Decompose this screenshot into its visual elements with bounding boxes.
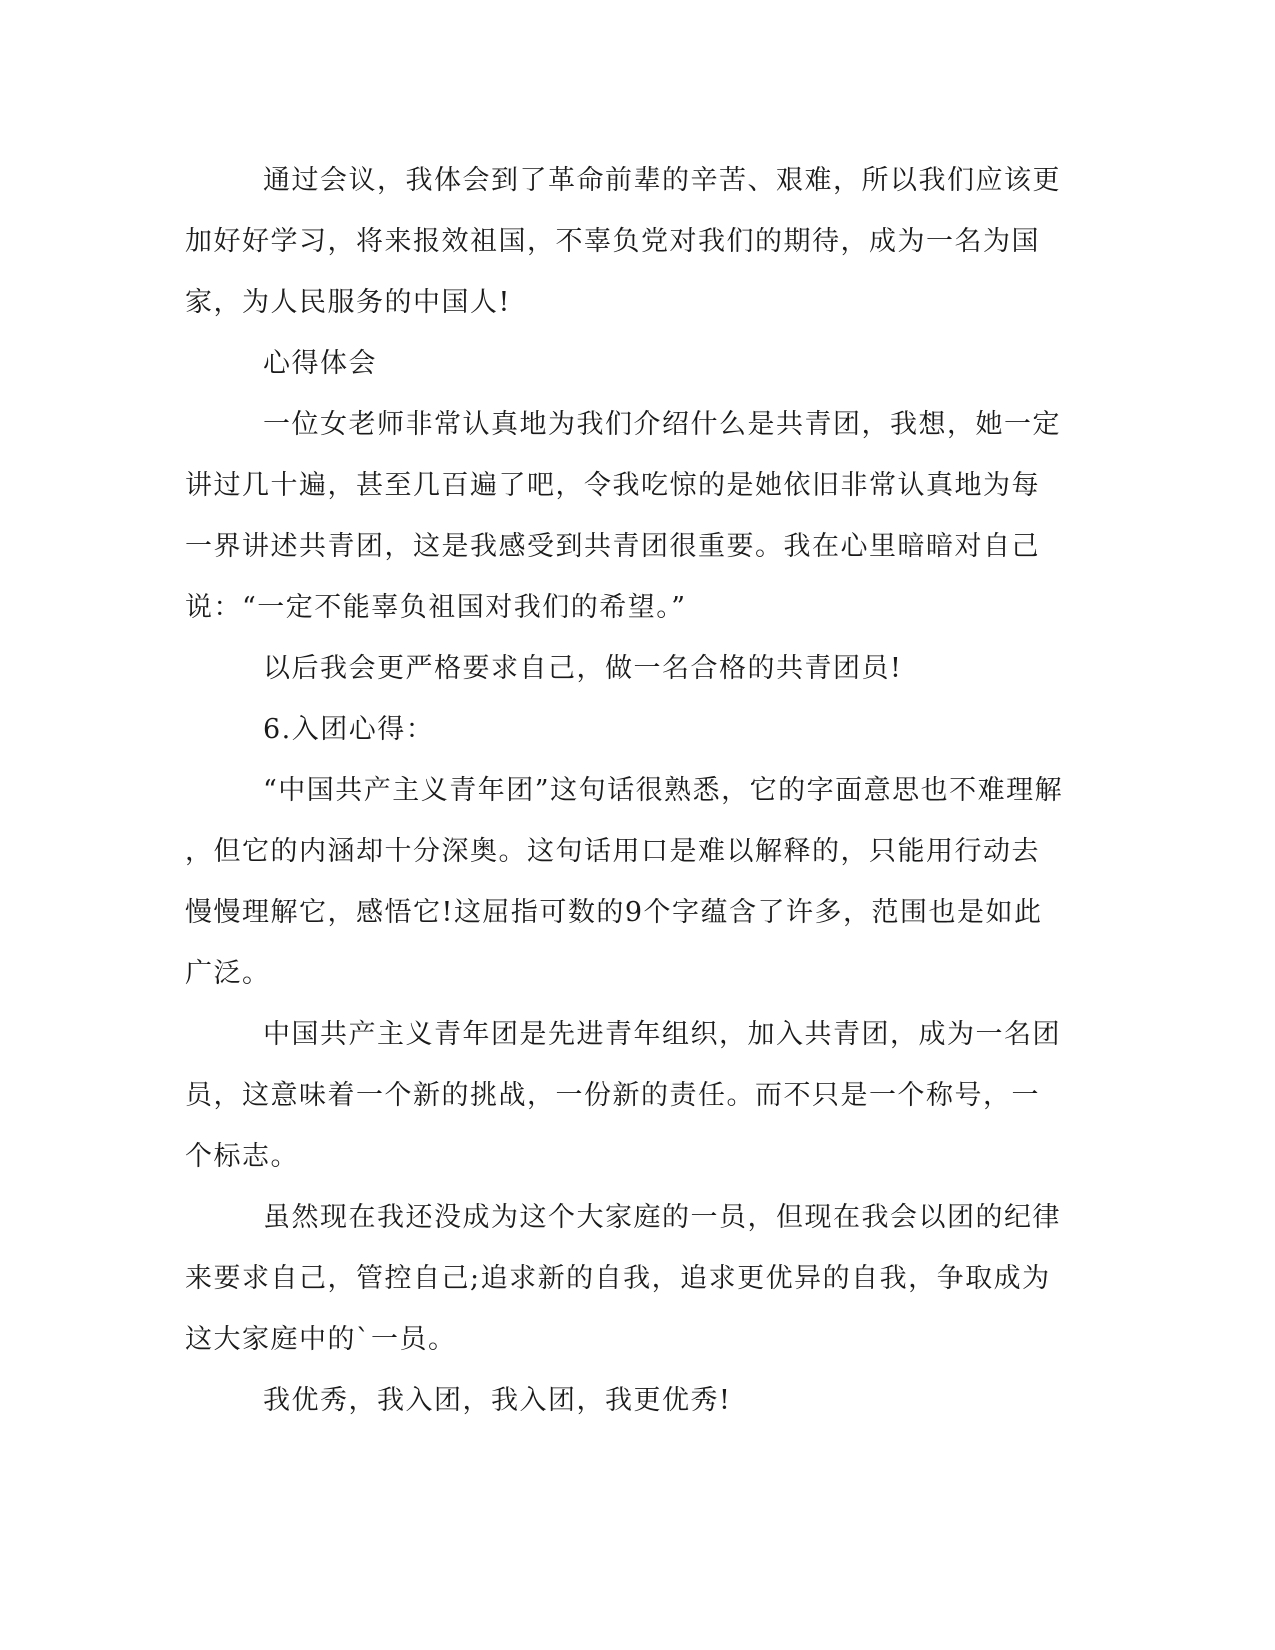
section-heading-rutuan-xinde bbox=[185, 699, 1090, 760]
text-line: 一界讲述共青团，这是我感受到共青团很重要。我在心里暗暗对自己 bbox=[185, 531, 1040, 562]
paragraph-resolution bbox=[185, 638, 1090, 699]
text-line: 慢慢理解它，感悟它!这屈指可数的9个字蕴含了许多，范围也是如此 bbox=[185, 897, 1043, 928]
text-line: 讲过几十遍，甚至几百遍了吧，令我吃惊的是她依旧非常认真地为每 bbox=[185, 470, 1040, 501]
text-line: 中国共产主义青年团是先进青年组织，加入共青团，成为一名团 bbox=[263, 1019, 1061, 1050]
text-line: “中国共产主义青年团”这句话很熟悉，它的字面意思也不难理解 bbox=[263, 775, 1064, 806]
text-line: 加好好学习，将来报效祖国，不辜负党对我们的期待，成为一名为国 bbox=[185, 226, 1040, 257]
text-line: 一位女老师非常认真地为我们介绍什么是共青团，我想，她一定 bbox=[263, 409, 1061, 440]
paragraph-league-meaning bbox=[185, 760, 1090, 1004]
text-line: 以后我会更严格要求自己，做一名合格的共青团员! bbox=[263, 653, 903, 684]
paragraph-teacher-intro bbox=[185, 394, 1090, 638]
paragraph-advanced-organization bbox=[185, 1004, 1090, 1187]
heading-text: 6.入团心得： bbox=[263, 714, 435, 745]
text-line: 个标志。 bbox=[185, 1141, 299, 1172]
document-body bbox=[185, 150, 1090, 1431]
text-line: 来要求自己，管控自己;追求新的自我，追求更优异的自我，争取成为 bbox=[185, 1263, 1051, 1294]
section-heading-xinde-tihui bbox=[185, 333, 1090, 394]
text-line: 广泛。 bbox=[185, 958, 271, 989]
text-line: 我优秀，我入团，我入团，我更优秀! bbox=[263, 1385, 732, 1416]
text-line: 通过会议，我体会到了革命前辈的辛苦、艰难，所以我们应该更 bbox=[263, 165, 1061, 196]
paragraph-closing-slogan bbox=[185, 1370, 1090, 1431]
heading-text: 心得体会 bbox=[263, 348, 377, 379]
text-line: 家，为人民服务的中国人! bbox=[185, 287, 511, 318]
text-line: 员，这意味着一个新的挑战，一份新的责任。而不只是一个称号，一 bbox=[185, 1080, 1040, 1111]
paragraph-self-discipline bbox=[185, 1187, 1090, 1370]
text-line: ，但它的内涵却十分深奥。这句话用口是难以解释的，只能用行动去 bbox=[185, 836, 1040, 867]
text-line: 虽然现在我还没成为这个大家庭的一员，但现在我会以团的纪律 bbox=[263, 1202, 1061, 1233]
text-line: 这大家庭中的`一员。 bbox=[185, 1324, 457, 1355]
text-line: 说：“一定不能辜负祖国对我们的希望。” bbox=[185, 592, 687, 623]
paragraph-meeting-reflection bbox=[185, 150, 1090, 333]
